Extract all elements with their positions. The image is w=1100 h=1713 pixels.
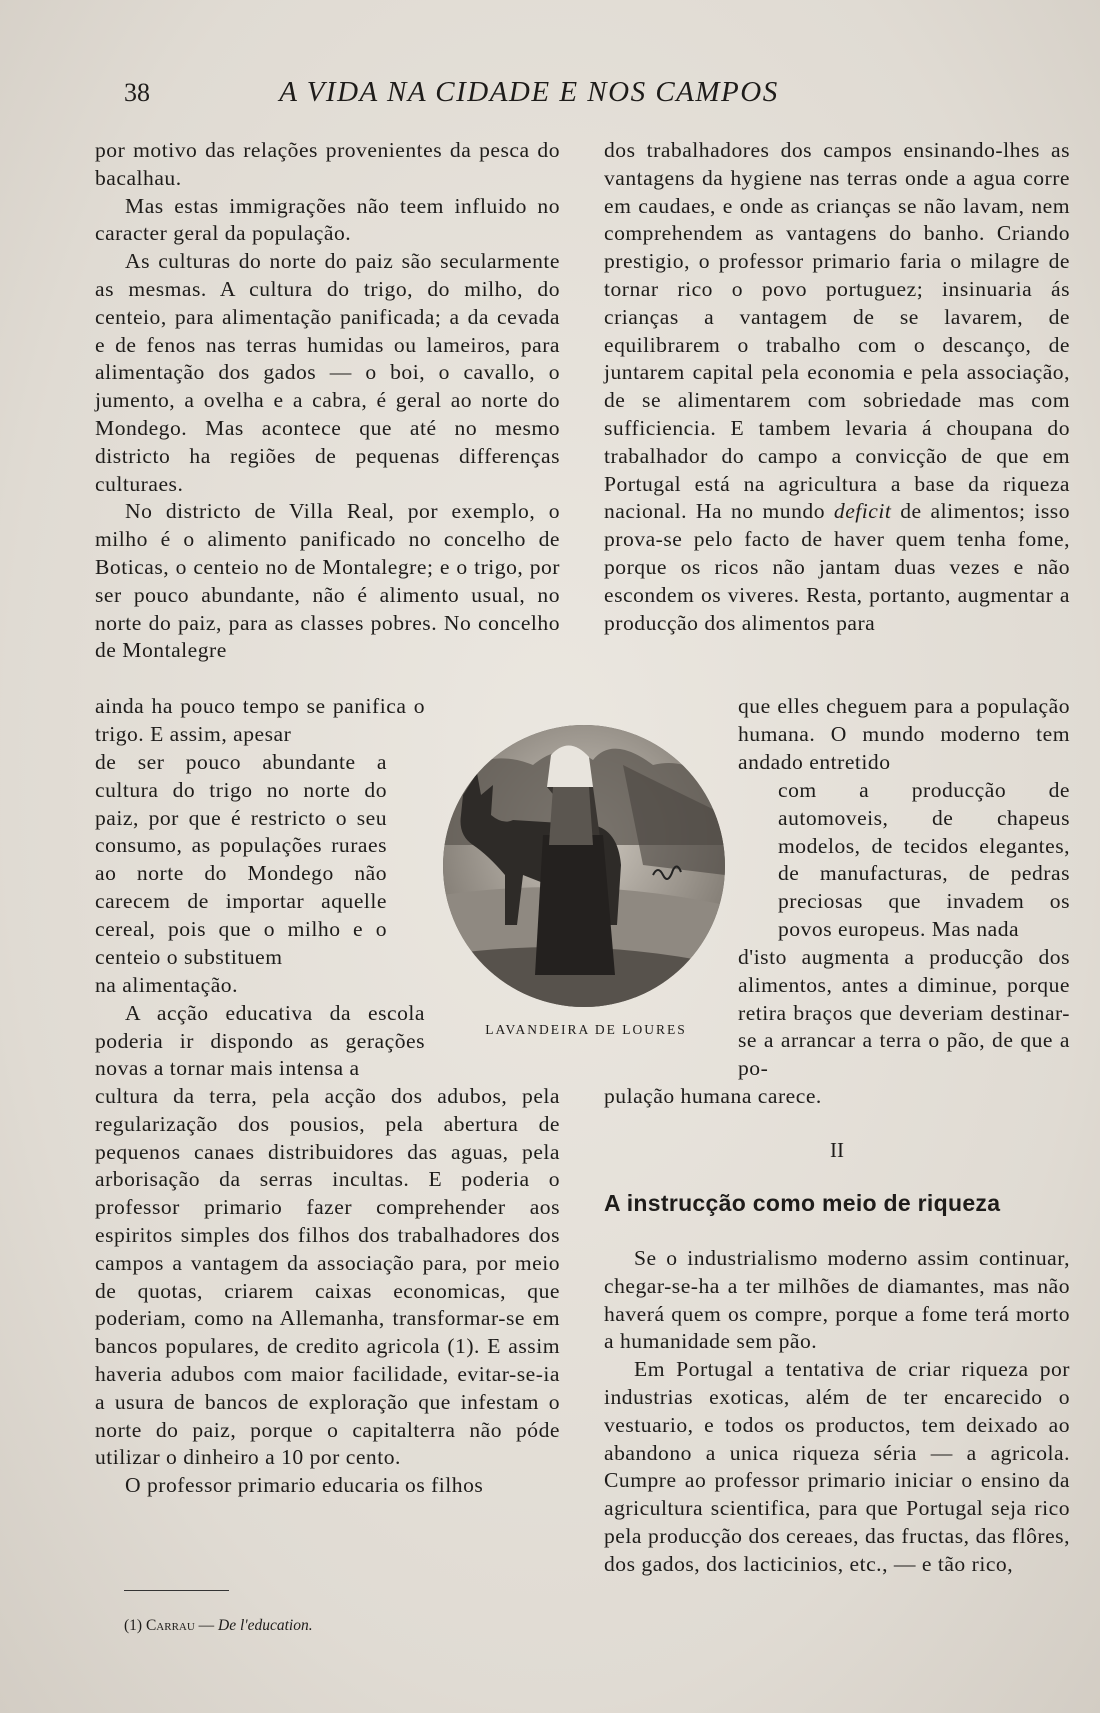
page-header [124, 78, 874, 118]
left-column-wrap-c [95, 972, 425, 1083]
section-title: A instrucção como meio de riqueza [604, 1190, 1001, 1216]
illustration-medallion [443, 725, 725, 1007]
paragraph: Se o industrialismo moderno assim continuar, chegar-se-ha a ter milhões de diamantes, mas não haverá quem os compre, porque a fome terá morto a humanidade sem pão. [604, 1246, 1070, 1354]
washerwoman-with-donkey-engraving [443, 725, 725, 1007]
right-column-wrap-b [778, 777, 1070, 944]
left-column-upper [95, 137, 560, 665]
paragraph-fragment: de ser pouco abundante a cultura do trigo no norte do paiz, por que é restricto o seu consumo, as populações ruraes ao norte do Mondego não carecem de importar aquelle cereal, pois que o milho e o centeio o substituem [95, 750, 387, 969]
italic-word: deficit [833, 499, 892, 524]
paragraph-fragment: na alimentação. [95, 973, 238, 997]
paragraph: O professor primario educaria os filhos [125, 1473, 484, 1498]
right-column-wrap-a [738, 693, 1070, 776]
footnote-marker: (1) [124, 1617, 143, 1634]
paragraph: dos trabalhadores dos campos ensinando-lhes as vantagens da hygiene nas terras onde a agua corre em caudaes, e onde as crianças se não lavam, nem comprehendem as vantagens do banho. Criando prestigio, o professor primario faria o milagre de tornar rico o povo portuguez; insinuaria ás crianças a vantagem de se lavarem, de equilibrarem o trabalho com o descanço, de juntarem capital pela economia e pela associação, de se alimentarem com sobriedade mas com sufficiencia. E tambem levaria á choupana do trabalhador do campo a convicção de que em Portugal está na agricultura a base da riqueza nacional. Ha no mundo deficit de alimentos; isso prova-se pelo facto de haver quem tenha fome, porque os ricos não jantam duas vezes e não escondem os viveres. Resta, portanto, augmentar a producção dos alimentos para [604, 138, 1070, 635]
paragraph: cultura da terra, pela acção dos adubos, pela regularização dos pousios, pela abertura de pequenos canaes distribuidores das aguas, pela arborisação da serras incultas. E poderia o professor primario fazer comprehender aos espiritos simples dos filhos dos trabalhadores dos campos a vantagem da associação para, por meio de quotas, criarem caixas economicas, que poderiam, como na Allemanha, transformar-se em bancos populares, de credito agricola (1). E assim haveria adubos com maior facilidade, evitar-se-ia a usura de bancos de exploração que infestam o norte do paiz, porque o capitalterra não póde utilizar o dinheiro a 10 por cento. [95, 1084, 560, 1470]
paragraph-fragment: pulação humana carece. [604, 1084, 822, 1108]
paragraph-fragment: com a producção de automoveis, de chapeus modelos, de tecidos elegantes, de manufacturas, de pedras preciosas que invadem os povos europeus. Mas nada [778, 778, 1070, 941]
paragraph: A acção educativa da escola poderia ir dispondo as gerações novas a tornar mais intensa a [95, 1000, 425, 1081]
paragraph-fragment: ainda ha pouco tempo se panifica o trigo. E assim, apesar [95, 694, 425, 746]
footnote [124, 1617, 313, 1635]
footnote-title: De l'education. [218, 1617, 313, 1634]
right-column-upper [604, 137, 1070, 637]
paragraph-fragment: que elles cheguem para a população humana. O mundo moderno tem andado entretido [738, 694, 1070, 774]
right-column-wrap-d [604, 1083, 1070, 1111]
left-column-wrap-b [95, 749, 387, 971]
page-number: 38 [124, 78, 150, 107]
footnote-dash: — [198, 1617, 215, 1634]
right-column-lower [604, 1245, 1070, 1579]
paragraph: As culturas do norte do paiz são secularmente as mesmas. A cultura do trigo, do milho, do centeio, para alimentação panificada; a da cevada e de fenos nas terras humidas ou lameiros, para alimentação dos gados — o boi, o cavallo, o jumento, a ovelha e a cabra, é geral ao norte do Mondego. Mas acontece que até no mesmo districto ha regiões de pequenas differenças culturaes. [95, 249, 560, 496]
left-column-wrap-a [95, 693, 425, 749]
illustration-caption: LAVANDEIRA DE LOURES [485, 1022, 687, 1037]
paragraph: No districto de Villa Real, por exemplo, o milho é o alimento panificado no concelho de Boticas, o centeio no de Montalegre; e o trigo, por ser pouco abundante, não é alimento usual, no norte do paiz, para as classes pobres. No concelho de Montalegre [95, 499, 560, 663]
paragraph: Em Portugal a tentativa de criar riqueza por industrias exoticas, além de ter encarecido o vestuario, e todos os productos, tem deixado ao abandono a unica riqueza séria — a agricola. Cumpre ao professor primario iniciar o ensino da agricultura scientifica, para que Portugal seja rico pela producção dos cereaes, das fructas, das flôres, dos gados, dos lacticinios, etc., — e tão rico, [604, 1357, 1070, 1576]
right-column-wrap-c [738, 944, 1070, 1083]
footnote-rule [124, 1590, 229, 1591]
paragraph-fragment: d'isto augmenta a producção dos alimentos, antes a diminue, porque retira braços que deveriam destinar-se a arrancar a terra o pão, de que a po- [738, 945, 1070, 1081]
paragraph: Mas estas immigrações não teem influido no caracter geral da população. [95, 193, 560, 246]
paragraph: por motivo das relações provenientes da pesca do bacalhau. [95, 138, 560, 190]
footnote-author: Carrau [145, 1617, 195, 1634]
left-column-lower [95, 1083, 560, 1500]
section-number: II [830, 1138, 844, 1162]
running-title: A VIDA NA CIDADE E NOS CAMPOS [279, 76, 779, 108]
